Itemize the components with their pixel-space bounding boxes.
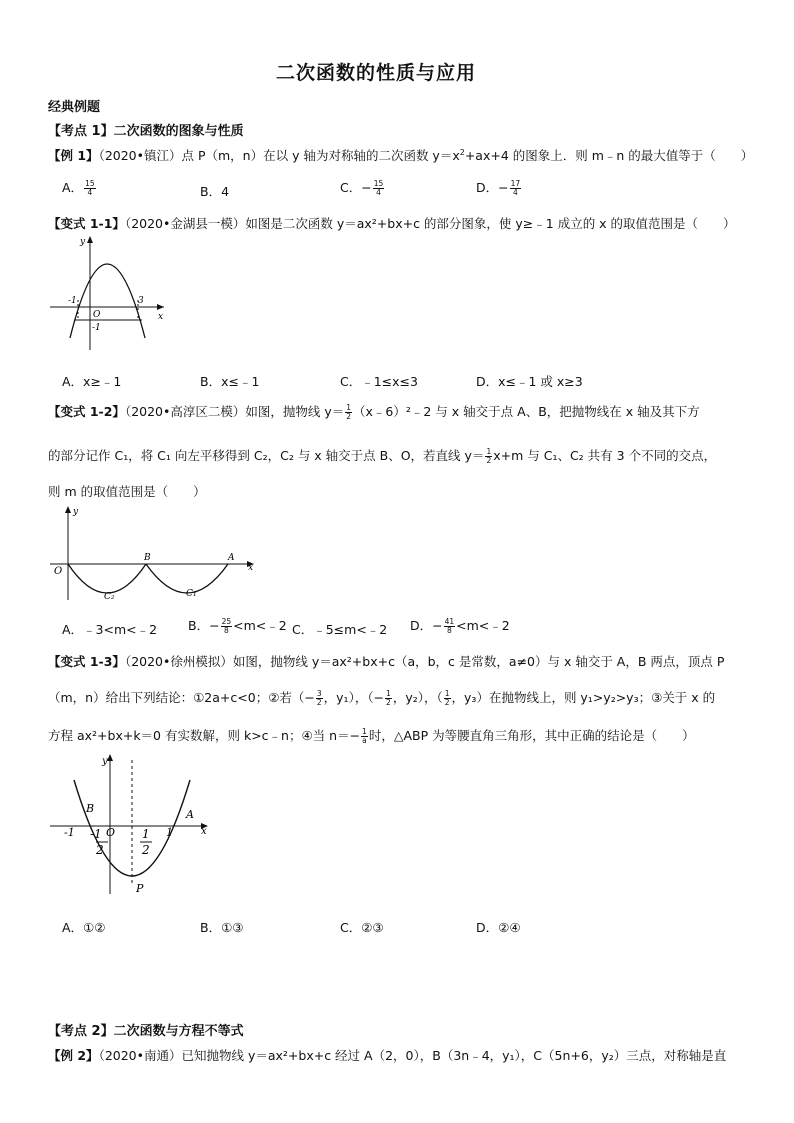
v13-option-a[interactable]: A．①② (62, 920, 106, 935)
page-title: 二次函数的性质与应用 (276, 62, 477, 84)
v13-half-den: 2 (142, 843, 150, 857)
kp2-heading: 【考点 2】二次函数与方程不等式 (48, 1024, 244, 1039)
ex1-option-d[interactable]: D．− $\frac{17}{4}$ (476, 179, 521, 197)
v13-neg-half-den: 2 (96, 843, 104, 857)
v13-x-label: x (201, 826, 207, 837)
ex1-text-b: +ax+4 的图象上．则 m﹣n 的最大值等于（ ） (464, 148, 754, 163)
v13-graph (46, 752, 216, 898)
v12-option-c[interactable]: C．﹣5≤m<﹣2 (292, 622, 388, 637)
v13-p-label: P (136, 882, 144, 895)
v12-a-label: A (228, 553, 235, 563)
v12-line1: 【变式 1-2】（2020•高淳区二模）如图，抛物线 y＝ $\frac{1}{2}$ （x﹣6）²﹣2 与 x 轴交于点 A、B，把抛物线在 x 轴及其下方 (48, 403, 700, 421)
ex1-option-b[interactable]: B．4 (200, 184, 230, 199)
v13-y-label: y (102, 756, 108, 767)
ex1-option-c[interactable]: C．− $\frac{15}{4}$ (340, 179, 384, 197)
v11-origin-label: O (93, 310, 101, 320)
v13-line2: （m，n）给出下列结论：①2a+c<0；②若（− $\frac{3}{2}$ ，y₁），（− $\frac{1}{2}$ ，y₂），（ $\frac{1}{2}$ ，y₃）在抛物线上，则 y₁>y₂>y₃；③关于 x 的 (48, 689, 716, 707)
ex1-text-a: （2020•镇江）点 P（m，n）在以 y 轴为对称轴的二次函数 y＝x (98, 148, 460, 163)
section-heading: 经典例题 (48, 100, 101, 115)
v13-half-num: 1 (142, 827, 150, 841)
v13-line3: 方程 ax²+bx+k＝0 有实数解，则 k>c﹣n；④当 n＝− $\frac{1}{a}$ 时，△ABP 为等腰直角三角形，其中正确的结论是（ ） (48, 727, 695, 745)
v11-minus1-label: -1 (68, 296, 77, 306)
v12-option-d[interactable]: D．− $\frac{41}{8}$ <m<﹣2 (410, 617, 510, 635)
v12-x-label: x (248, 563, 254, 573)
v12-graph (46, 502, 264, 602)
v12-origin-label: O (54, 566, 63, 577)
ex1-tag: 【例 1】 (48, 148, 99, 163)
v12-option-a[interactable]: A．﹣3<m<﹣2 (62, 622, 158, 637)
v12-line3: 则 m 的取值范围是（ ） (48, 484, 206, 499)
ex1-option-a[interactable]: A． $\frac{15}{4}$ (62, 179, 95, 197)
v13-option-d[interactable]: D．②④ (476, 920, 521, 935)
ex2-question: 【例 2】（2020•南通）已知抛物线 y＝ax²+bx+c 经过 A（2，0），B（3n﹣4，y₁），C（5n+6，y₂）三点，对称轴是直 (48, 1048, 727, 1063)
v12-c1-label: C₁ (186, 589, 197, 599)
ex1-question: 【例 1】（2020•镇江）点 P（m，n）在以 y 轴为对称轴的二次函数 $y=x^2+ax+4$ 的图象上．则 m﹣n 的最大值等于（ ） (48, 147, 754, 163)
v13-neg-half-num: -1 (90, 827, 102, 841)
v11-option-c[interactable]: C．﹣1≤x≤3 (340, 374, 418, 389)
v12-option-b[interactable]: B．− $\frac{25}{8}$ <m<﹣2 (188, 617, 287, 635)
v13-b-label: B (86, 802, 95, 815)
kp1-heading: 【考点 1】二次函数的图象与性质 (48, 124, 244, 139)
v13-option-c[interactable]: C．②③ (340, 920, 384, 935)
v13-minus1-label: -1 (64, 826, 75, 839)
v11-option-d[interactable]: D．x≤﹣1 或 x≥3 (476, 374, 583, 389)
v11-option-b[interactable]: B．x≤﹣1 (200, 374, 260, 389)
v12-y-label: y (73, 507, 79, 517)
v11-y-label: y (80, 237, 86, 247)
v13-line1: 【变式 1-3】（2020•徐州模拟）如图，抛物线 y＝ax²+bx+c（a，b，c 是常数，a≠0）与 x 轴交于 A，B 两点，顶点 P (48, 654, 725, 669)
v12-c2-label: C₂ (104, 592, 115, 602)
v11-graph (46, 232, 176, 354)
v11-x-label: x (158, 312, 164, 322)
v13-one-label: 1 (166, 826, 173, 839)
v11-question: 【变式 1-1】（2020•金湖县一模）如图是二次函数 y＝ax²+bx+c 的部分图象，使 y≥﹣1 成立的 x 的取值范围是（ ） (48, 216, 736, 231)
v13-option-b[interactable]: B．①③ (200, 920, 244, 935)
v13-origin-label: O (106, 826, 116, 839)
v12-b-label: B (144, 553, 151, 563)
v11-option-a[interactable]: A．x≥﹣1 (62, 374, 122, 389)
v13-a-label: A (186, 808, 194, 821)
v12-line2: 的部分记作 C₁，将 C₁ 向左平移得到 C₂，C₂ 与 x 轴交于点 B、O，若直线 y＝ $\frac{1}{2}$ x+m 与 C₁、C₂ 共有 3 个不同的交点， (48, 447, 717, 465)
v11-three-label: 3 (138, 296, 144, 306)
v11-neg1-label: -1 (92, 323, 101, 333)
